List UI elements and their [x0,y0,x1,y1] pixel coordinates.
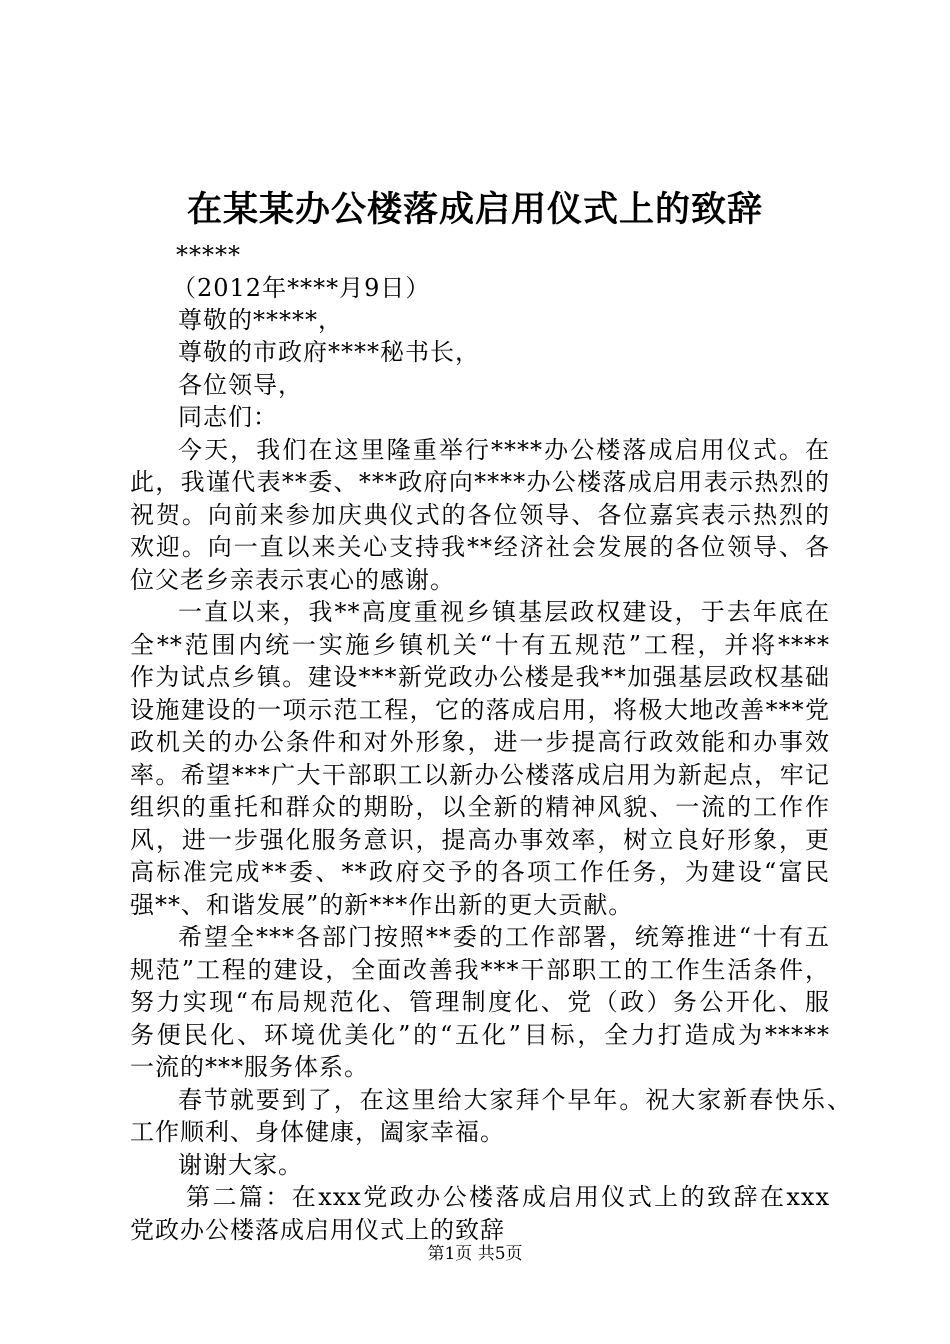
body-line: 组织的重托和群众的期盼，以全新的精神风貌、一流的工作作 [130,793,830,821]
body-line: 率。希望***广大干部职工以新办公楼落成启用为新起点，牢记 [130,761,830,789]
body-line: 设施建设的一项示范工程，它的落成启用，将极大地改善***党 [130,696,830,724]
body-line: 高标准完成**委、**政府交予的各项工作任务，为建设“富民 [130,858,830,886]
body-line: 全**范围内统一实施乡镇机关“十有五规范”工程，并将**** [130,631,830,659]
salutation-line: 同志们： [178,403,278,431]
body-line: 欢迎。向一直以来关心支持我**经济社会发展的各位领导、各 [130,533,830,561]
body-line: 此，我谨代表**委、***政府向****办公楼落成启用表示热烈的 [130,468,830,496]
salutation-line: 尊敬的*****， [178,306,343,334]
body-line: 强**、和谐发展”的新***作出新的更大贡献。 [130,891,634,919]
body-line: 规范”工程的建设，全面改善我***干部职工的工作生活条件， [130,956,830,984]
body-line: 春节就要到了，在这里给大家拜个早年。祝大家新春快乐、 [178,1086,852,1114]
section-heading-line: 第二篇：在xxx党政办公楼落成启用仪式上的致辞在xxx [186,1183,830,1211]
body-line: 务便民化、环境优美化”的“五化”目标，全力打造成为***** [130,1021,830,1049]
body-line: 今天，我们在这里隆重举行****办公楼落成启用仪式。在 [178,436,830,464]
page-footer: 第1页 共5页 [427,1244,523,1264]
body-line: 一直以来，我**高度重视乡镇基层政权建设，于去年底在 [178,598,830,626]
body-line: 作为试点乡镇。建设***新党政办公楼是我**加强基层政权基础 [130,663,830,691]
body-line: 政机关的办公条件和对外形象，进一步提高行政效能和办事效 [130,728,830,756]
document-title: 在某某办公楼落成启用仪式上的致辞 [186,189,763,230]
body-line: 位父老乡亲表示衷心的感谢。 [130,566,455,594]
body-line: 一流的***服务体系。 [130,1053,369,1081]
salutation-line: 各位领导， [178,371,303,399]
body-line: 工作顺利、身体健康，阖家幸福。 [130,1118,505,1146]
body-line: 祝贺。向前来参加庆典仪式的各位领导、各位嘉宾表示热烈的 [130,501,830,529]
date-line: （2012年****月9日） [172,274,431,302]
body-line: 风，进一步强化服务意识，提高办事效率，树立良好形象，更 [130,826,830,854]
section-heading-line: 党政办公楼落成启用仪式上的致辞 [130,1216,505,1244]
closing-line: 谢谢大家。 [178,1151,303,1179]
salutation-line: 尊敬的市政府****秘书长， [178,338,480,366]
author-line: ***** [176,241,241,269]
body-line: 努力实现“布局规范化、管理制度化、党（政）务公开化、服 [130,988,830,1016]
body-line: 希望全***各部门按照**委的工作部署，统筹推进“十有五 [178,923,830,951]
